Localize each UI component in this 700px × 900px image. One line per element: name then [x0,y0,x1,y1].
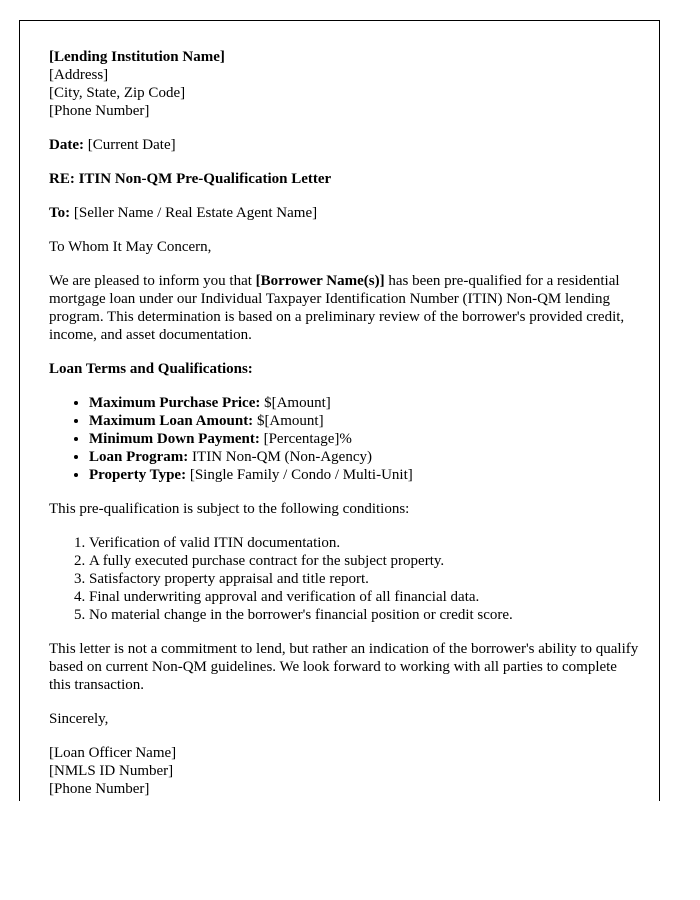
term-label: Loan Program: [89,449,189,465]
salutation: To Whom It May Concern, [49,239,212,255]
term-label: Maximum Purchase Price: [89,395,261,411]
intro-after: has been pre-qualified for a residential mortgage loan under our Individual Taxpayer Identification Number (ITIN) Non-QM lending program. This determination is based on a preliminary review of the borrower's provided credit, income, and asset documentation. [49,273,625,343]
list-item [89,448,639,466]
list-item [89,394,639,412]
term-label: Maximum Loan Amount: [89,413,254,429]
re-subject: RE: ITIN Non-QM Pre-Qualification Letter [49,171,332,187]
date-line [49,136,639,154]
to-line [49,204,639,222]
institution-name: [Lending Institution Name] [49,49,225,65]
list-item [89,412,639,430]
closing-paragraph: This letter is not a commitment to lend, but rather an indication of the borrower's ability to qualify based on current Non-QM guidelines. We look forward to working with all parties to complete this transaction. [49,641,639,693]
date-value: [Current Date] [87,137,176,153]
date-label: Date: [49,137,84,153]
term-label: Property Type: [89,467,187,483]
terms-heading-text: Loan Terms and Qualifications: [49,361,253,377]
borrower-name: [Borrower Name(s)] [255,273,385,289]
loan-terms-list [49,394,639,484]
to-label: To: [49,205,71,221]
term-value: [Single Family / Condo / Multi-Unit] [189,467,413,483]
intro-paragraph [49,272,639,344]
list-item: 4. Final underwriting approval and verification of all financial data. [89,588,639,606]
nmls-id: [NMLS ID Number] [49,763,174,779]
list-item: 2. A fully executed purchase contract for the subject property. [89,552,639,570]
re-line [49,170,639,188]
intro-before: We are pleased to inform you that [49,273,256,289]
terms-heading [49,360,639,378]
term-value: $[Amount] [264,395,331,411]
list-item: 5. No material change in the borrower's financial position or credit score. [89,606,639,624]
conditions-intro: This pre-qualification is subject to the following conditions: [49,501,410,517]
list-item: 3. Satisfactory property appraisal and title report. [89,570,639,588]
conditions-list [49,534,639,624]
term-value: $[Amount] [256,413,324,429]
loan-officer-name: [Loan Officer Name] [49,745,177,761]
signature-phone: [Phone Number] [49,781,150,797]
institution-address: [Address] [49,67,109,83]
signature-block [49,744,639,798]
list-item [89,466,639,484]
sign-off: Sincerely, [49,711,109,727]
institution-phone: [Phone Number] [49,103,150,119]
institution-city-state-zip: [City, State, Zip Code] [49,85,186,101]
to-value: [Seller Name / Real Estate Agent Name] [73,205,318,221]
letterhead [49,48,639,120]
term-value: ITIN Non-QM (Non-Agency) [192,449,372,465]
list-item [89,430,639,448]
list-item: 1. Verification of valid ITIN documentation. [89,534,639,552]
term-value: [Percentage]% [263,431,352,447]
letter-body [49,48,639,814]
term-label: Minimum Down Payment: [89,431,260,447]
